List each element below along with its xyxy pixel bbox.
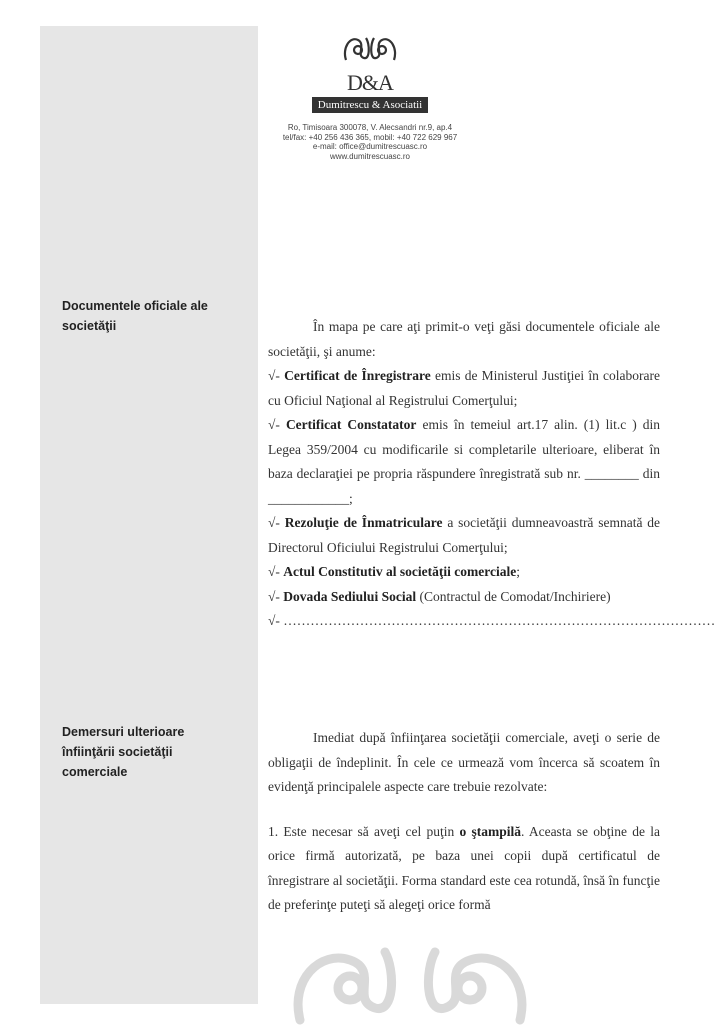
doc-item: √- Certificat Constatator emis în temeiul art.17 alin. (1) lit.c ) din Legea 359/2004 cu modificarile si completarile ulterioare, eliberat în baza declaraţiei pe propria răspundere înregistrată sub nr. ________ din ____________;: [268, 417, 661, 506]
contact-block: [270, 123, 470, 161]
logo-ornament-icon: [340, 30, 400, 66]
email-line: e-mail: office@dumitrescuasc.ro: [312, 142, 428, 151]
logo-monogram: D&A: [347, 70, 393, 95]
docs-intro: În mapa pe care aţi primit-o veţi găsi documentele oficiale ale societăţii, şi anume:: [268, 319, 660, 359]
sidebar-column: [40, 26, 258, 1004]
doc-item: √- ……………………………………………………………………………………: [268, 613, 716, 628]
section-title-docs: Documentele oficiale ale societăţii: [62, 299, 208, 333]
doc-item: √- Dovada Sediului Social (Contractul de Comodat/Inchiriere): [268, 588, 611, 604]
address-line: Ro, Timisoara 300078, V. Alecsandri nr.9, ap.4: [287, 123, 453, 132]
section-title-steps: Demersuri ulterioare înfiinţării societăţii comerciale: [62, 725, 185, 779]
watermark-ornament-icon: [280, 930, 540, 1030]
step-1: 1. Este necesar să aveţi cel puţin o ştampilă. Aceasta se obţine de la orice firmă autorizată, pe baza unei copii după certificatul de înregistrare al societăţii. Forma standard este cea rotundă, însă în funcţie de preferinţe puteţi să alegeţi orice formă: [268, 823, 660, 912]
doc-item: √- Certificat de Înregistrare emis de Ministerul Justiţiei în colaborare cu Oficiul Naţional al Registrului Comerţului;: [268, 368, 661, 408]
doc-item: √- Actul Constitutiv al societăţii comerciale;: [268, 564, 520, 579]
phone-line: tel/fax: +40 256 436 365, mobil: +40 722 629 967: [282, 132, 458, 142]
letterhead: [270, 30, 470, 161]
steps-intro: Imediat după înfiinţarea societăţii comerciale, aveţi o serie de obligaţii de îndeplinit. În cele ce urmează vom încerca să scoatem în evidenţă principalele aspecte care trebuie rezolvate:: [268, 730, 660, 794]
docs-content: [268, 315, 716, 634]
steps-content: [268, 726, 660, 918]
web-line: www.dumitrescuasc.ro: [329, 151, 411, 161]
doc-item: √- Rezoluţie de Înmatriculare a societăţii dumneavoastră semnată de Directorul Oficiului Registrului Comerţului;: [268, 515, 661, 555]
company-name: Dumitrescu & Asociatii: [312, 97, 428, 113]
